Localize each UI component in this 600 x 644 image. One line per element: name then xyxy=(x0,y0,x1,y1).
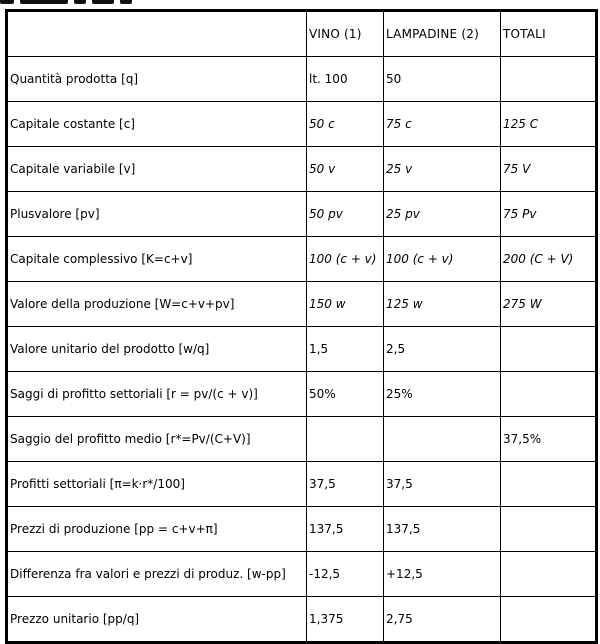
row-label: Saggio del profitto medio [r*=Pv/(C+V)] xyxy=(7,417,307,462)
totali-value xyxy=(501,507,597,552)
header-lampadine: LAMPADINE (2) xyxy=(384,11,501,57)
totali-value xyxy=(501,462,597,507)
row-label: Capitale costante [c] xyxy=(7,102,307,147)
table-row xyxy=(7,237,597,282)
lampadine-value: 125 w xyxy=(384,282,501,327)
totali-value: 37,5% xyxy=(501,417,597,462)
lampadine-value: 2,5 xyxy=(384,327,501,372)
vino-value: 1,5 xyxy=(307,327,384,372)
row-label: Quantità prodotta [q] xyxy=(7,57,307,102)
value-price-table xyxy=(5,9,598,644)
totali-value: 125 C xyxy=(501,102,597,147)
vino-value: 50 pv xyxy=(307,192,384,237)
row-label: Prezzo unitario [pp/q] xyxy=(7,597,307,643)
row-label: Prezzi di produzione [pp = c+v+π] xyxy=(7,507,307,552)
table-header-row xyxy=(7,11,597,57)
row-label: Saggi di profitto settoriali [r = pv/(c + v)] xyxy=(7,372,307,417)
vino-value: -12,5 xyxy=(307,552,384,597)
totali-value: 200 (C + V) xyxy=(501,237,597,282)
table-row xyxy=(7,372,597,417)
totali-value: 275 W xyxy=(501,282,597,327)
lampadine-value: 137,5 xyxy=(384,507,501,552)
table-row xyxy=(7,192,597,237)
table-row xyxy=(7,507,597,552)
lampadine-value: +12,5 xyxy=(384,552,501,597)
totali-value xyxy=(501,372,597,417)
totali-value xyxy=(501,597,597,643)
vino-value xyxy=(307,417,384,462)
row-label: Capitale complessivo [K=c+v] xyxy=(7,237,307,282)
table-row xyxy=(7,417,597,462)
lampadine-value: 25% xyxy=(384,372,501,417)
row-label: Valore unitario del prodotto [w/q] xyxy=(7,327,307,372)
vino-value: 137,5 xyxy=(307,507,384,552)
table-row xyxy=(7,327,597,372)
row-label: Differenza fra valori e prezzi di produz. [w-pp] xyxy=(7,552,307,597)
lampadine-value: 37,5 xyxy=(384,462,501,507)
lampadine-value: 25 v xyxy=(384,147,501,192)
lampadine-value: 75 c xyxy=(384,102,501,147)
row-label: Valore della produzione [W=c+v+pv] xyxy=(7,282,307,327)
lampadine-value xyxy=(384,417,501,462)
table-row xyxy=(7,102,597,147)
totali-value: 75 V xyxy=(501,147,597,192)
totali-value xyxy=(501,57,597,102)
totali-value xyxy=(501,327,597,372)
table-row xyxy=(7,597,597,643)
cropped-text-fragment xyxy=(0,0,600,8)
table-row xyxy=(7,282,597,327)
vino-value: 50% xyxy=(307,372,384,417)
table-row xyxy=(7,552,597,597)
totali-value xyxy=(501,552,597,597)
row-label: Capitale variabile [v] xyxy=(7,147,307,192)
table-row xyxy=(7,147,597,192)
lampadine-value: 2,75 xyxy=(384,597,501,643)
vino-value: 37,5 xyxy=(307,462,384,507)
vino-value: 50 v xyxy=(307,147,384,192)
lampadine-value: 100 (c + v) xyxy=(384,237,501,282)
vino-value: lt. 100 xyxy=(307,57,384,102)
row-label: Profitti settoriali [π=k·r*/100] xyxy=(7,462,307,507)
lampadine-value: 25 pv xyxy=(384,192,501,237)
lampadine-value: 50 xyxy=(384,57,501,102)
totali-value: 75 Pv xyxy=(501,192,597,237)
table-row xyxy=(7,462,597,507)
header-vino: VINO (1) xyxy=(307,11,384,57)
header-totali: TOTALI xyxy=(501,11,597,57)
vino-value: 100 (c + v) xyxy=(307,237,384,282)
vino-value: 50 c xyxy=(307,102,384,147)
vino-value: 1,375 xyxy=(307,597,384,643)
table-row xyxy=(7,57,597,102)
header-label-cell xyxy=(7,11,307,57)
row-label: Plusvalore [pv] xyxy=(7,192,307,237)
vino-value: 150 w xyxy=(307,282,384,327)
